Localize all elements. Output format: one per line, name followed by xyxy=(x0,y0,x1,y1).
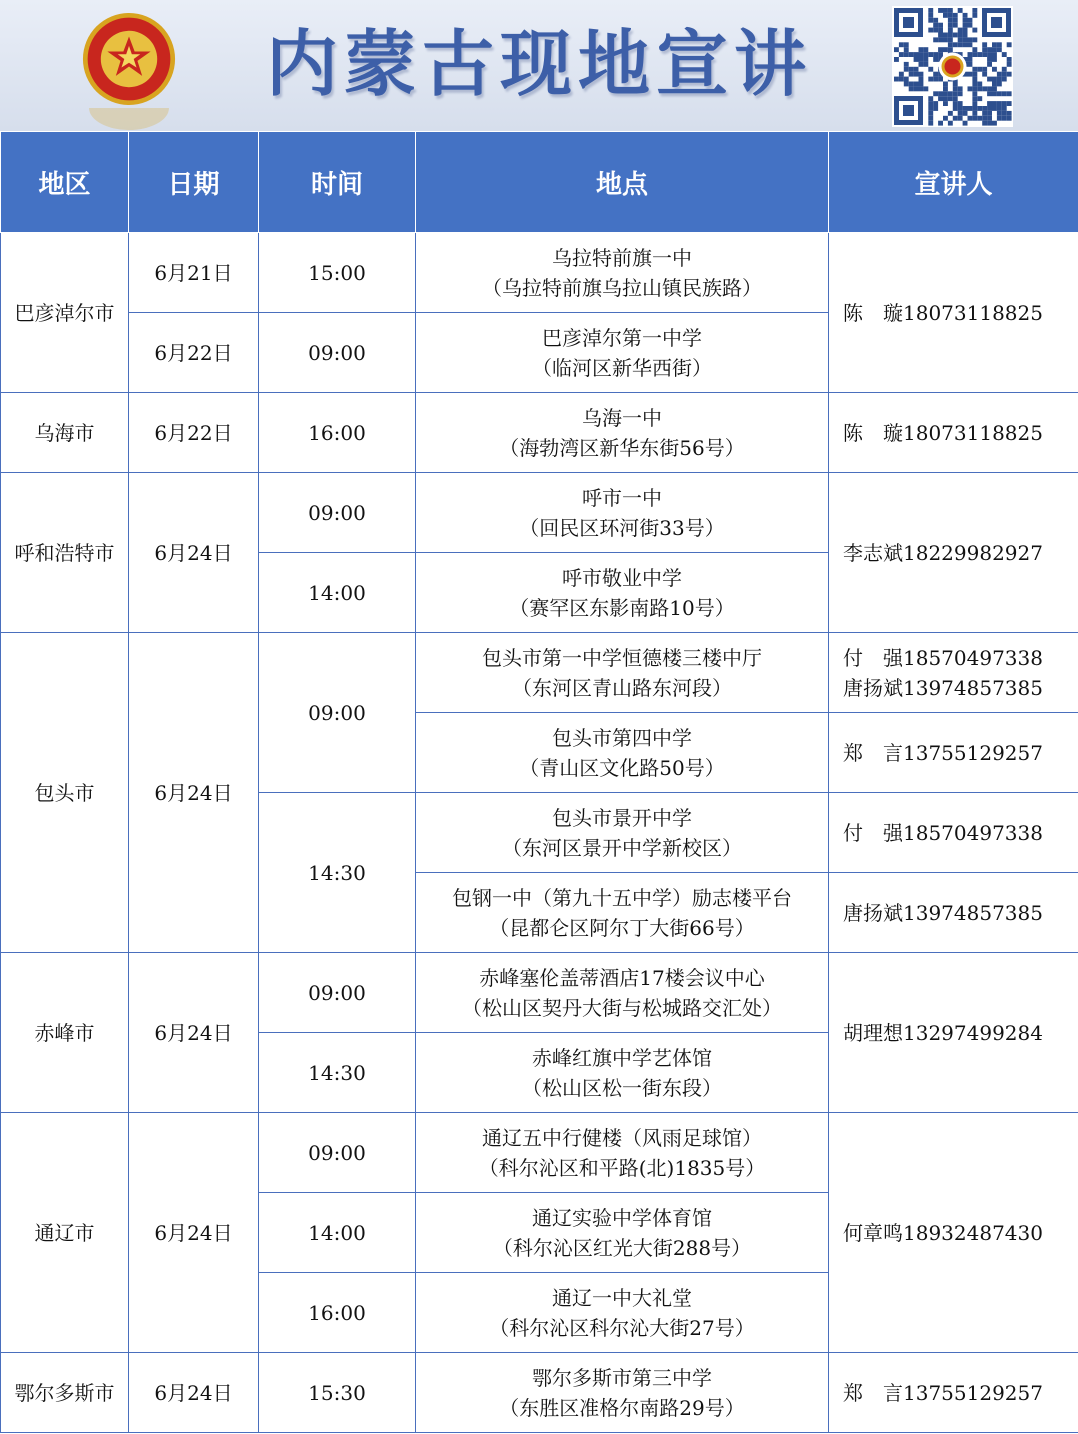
speaker-contact: 唐扬斌13974857385 xyxy=(843,900,1043,925)
venue-cell xyxy=(416,953,829,1033)
date-cell: 6月24日 xyxy=(129,473,259,633)
speaker-contact: 何章鸣18932487430 xyxy=(843,1220,1043,1245)
time-cell: 16:00 xyxy=(259,1273,416,1353)
speaker-cell xyxy=(829,713,1078,793)
speaker-cell xyxy=(829,873,1078,953)
column-header-time: 时间 xyxy=(259,132,416,233)
venue-cell xyxy=(416,1273,829,1353)
venue-cell xyxy=(416,793,829,873)
venue-name: 巴彦淖尔第一中学 xyxy=(542,325,702,350)
time-cell: 09:00 xyxy=(259,1113,416,1193)
table-row xyxy=(1,633,1078,713)
venue-address: （青山区文化路50号） xyxy=(519,755,725,780)
speaker-cell xyxy=(829,473,1078,633)
venue-address: （东河区青山路东河段） xyxy=(512,675,732,700)
venue-address: （松山区契丹大街与松城路交汇处） xyxy=(462,995,782,1020)
venue-cell xyxy=(416,313,829,393)
time-cell: 14:00 xyxy=(259,1193,416,1273)
speaker-cell xyxy=(829,793,1078,873)
venue-cell xyxy=(416,1353,829,1433)
column-header-venue: 地点 xyxy=(416,132,829,233)
speaker-contact: 胡理想13297499284 xyxy=(843,1020,1043,1045)
venue-name: 呼市一中 xyxy=(582,485,662,510)
time-cell: 09:00 xyxy=(259,473,416,553)
venue-address: （科尔沁区红光大街288号） xyxy=(492,1235,752,1260)
time-cell: 15:00 xyxy=(259,233,416,313)
venue-name: 呼市敬业中学 xyxy=(562,565,682,590)
venue-cell xyxy=(416,393,829,473)
venue-cell xyxy=(416,553,829,633)
time-cell: 16:00 xyxy=(259,393,416,473)
venue-address: （科尔沁区科尔沁大街27号） xyxy=(489,1315,755,1340)
venue-name: 乌拉特前旗一中 xyxy=(552,245,692,270)
venue-cell xyxy=(416,873,829,953)
date-cell: 6月22日 xyxy=(129,313,259,393)
speaker-cell xyxy=(829,393,1078,473)
speaker-contact: 陈 璇18073118825 xyxy=(843,420,1043,445)
venue-address: （回民区环河街33号） xyxy=(519,515,725,540)
speaker-cell xyxy=(829,633,1078,713)
header-banner xyxy=(0,0,1078,131)
venue-cell xyxy=(416,633,829,713)
venue-name: 赤峰塞伦盖蒂酒店17楼会议中心 xyxy=(479,965,765,990)
table-header-row xyxy=(1,132,1078,233)
speaker-contact: 陈 璇18073118825 xyxy=(843,300,1043,325)
date-cell: 6月22日 xyxy=(129,393,259,473)
date-cell: 6月24日 xyxy=(129,1353,259,1433)
speaker-contact: 郑 言13755129257 xyxy=(843,1380,1043,1405)
speaker-contact: 付 强18570497338 xyxy=(843,645,1043,670)
time-cell: 14:30 xyxy=(259,1033,416,1113)
table-row xyxy=(1,1113,1078,1193)
region-cell: 赤峰市 xyxy=(1,953,129,1113)
date-cell: 6月24日 xyxy=(129,1113,259,1353)
column-header-date: 日期 xyxy=(129,132,259,233)
venue-cell xyxy=(416,713,829,793)
speaker-cell xyxy=(829,233,1078,393)
qr-code-icon xyxy=(892,6,1013,127)
region-cell: 鄂尔多斯市 xyxy=(1,1353,129,1433)
venue-address: （临河区新华西街） xyxy=(532,355,712,380)
venue-address: （东胜区准格尔南路29号） xyxy=(499,1395,745,1420)
date-cell: 6月21日 xyxy=(129,233,259,313)
speaker-contact: 唐扬斌13974857385 xyxy=(843,675,1043,700)
date-cell: 6月24日 xyxy=(129,953,259,1113)
speaker-cell xyxy=(829,1113,1078,1353)
page-title: 内蒙古现地宣讲 xyxy=(265,22,812,106)
speaker-cell xyxy=(829,953,1078,1113)
time-cell: 09:00 xyxy=(259,953,416,1033)
venue-address: （乌拉特前旗乌拉山镇民族路） xyxy=(482,275,762,300)
venue-address: （海勃湾区新华东街56号） xyxy=(499,435,745,460)
speaker-contact: 付 强18570497338 xyxy=(843,820,1043,845)
venue-name: 包头市第四中学 xyxy=(552,725,692,750)
venue-address: （科尔沁区和平路(北)1835号） xyxy=(478,1155,766,1180)
venue-name: 赤峰红旗中学艺体馆 xyxy=(532,1045,712,1070)
venue-cell xyxy=(416,1193,829,1273)
venue-cell xyxy=(416,473,829,553)
time-cell: 14:00 xyxy=(259,553,416,633)
region-cell: 通辽市 xyxy=(1,1113,129,1353)
venue-cell xyxy=(416,233,829,313)
venue-name: 包头市第一中学恒德楼三楼中厅 xyxy=(482,645,762,670)
venue-name: 通辽五中行健楼（风雨足球馆） xyxy=(482,1125,762,1150)
region-cell: 呼和浩特市 xyxy=(1,473,129,633)
venue-address: （东河区景开中学新校区） xyxy=(502,835,742,860)
table-row xyxy=(1,393,1078,473)
table-row xyxy=(1,1353,1078,1433)
venue-name: 包钢一中（第九十五中学）励志楼平台 xyxy=(452,885,792,910)
time-cell: 09:00 xyxy=(259,313,416,393)
venue-address: （赛罕区东影南路10号） xyxy=(509,595,735,620)
venue-cell xyxy=(416,1033,829,1113)
venue-name: 鄂尔多斯市第三中学 xyxy=(532,1365,712,1390)
table-row xyxy=(1,233,1078,313)
venue-name: 通辽实验中学体育馆 xyxy=(532,1205,712,1230)
date-cell: 6月24日 xyxy=(129,633,259,953)
venue-address: （松山区松一街东段） xyxy=(522,1075,722,1100)
table-row xyxy=(1,953,1078,1033)
venue-cell xyxy=(416,1113,829,1193)
speaker-contact: 李志斌18229982927 xyxy=(843,540,1043,565)
time-cell: 14:30 xyxy=(259,793,416,953)
venue-address: （昆都仑区阿尔丁大街66号） xyxy=(489,915,755,940)
time-cell: 09:00 xyxy=(259,633,416,793)
venue-name: 包头市景开中学 xyxy=(552,805,692,830)
time-cell: 15:30 xyxy=(259,1353,416,1433)
region-cell: 巴彦淖尔市 xyxy=(1,233,129,393)
region-cell: 包头市 xyxy=(1,633,129,953)
column-header-speaker: 宣讲人 xyxy=(829,132,1078,233)
venue-name: 通辽一中大礼堂 xyxy=(552,1285,692,1310)
speaker-cell xyxy=(829,1353,1078,1433)
speaker-contact: 郑 言13755129257 xyxy=(843,740,1043,765)
table-row xyxy=(1,473,1078,553)
venue-name: 乌海一中 xyxy=(582,405,662,430)
column-header-region: 地区 xyxy=(1,132,129,233)
region-cell: 乌海市 xyxy=(1,393,129,473)
schedule-table xyxy=(0,131,1078,1433)
